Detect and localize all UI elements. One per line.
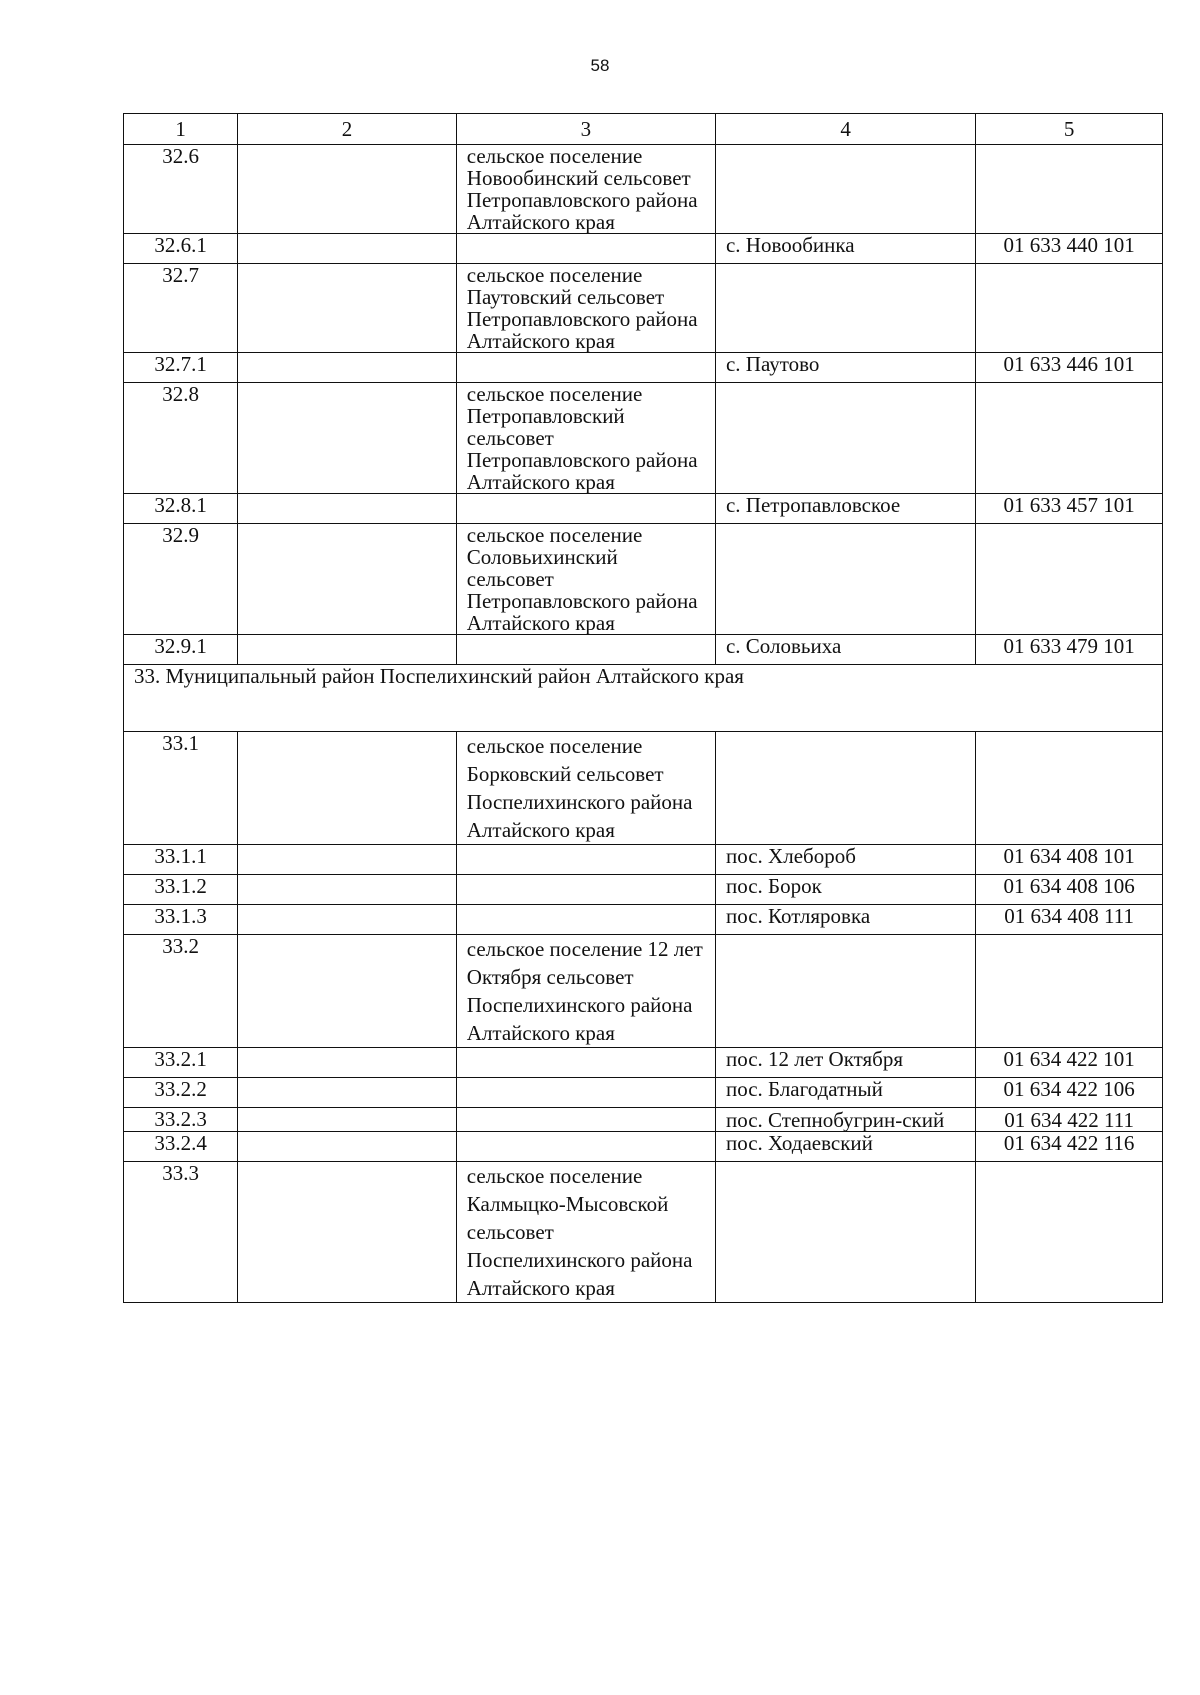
locality-name: с. Новообинка (715, 234, 975, 264)
table-header-row (124, 114, 1163, 145)
column-header: 1 (124, 114, 238, 145)
settlement-name: сельское поселение Новообинский сельсовет Петропавловского района Алтайского края (456, 145, 715, 234)
locality-name: с. Петропавловское (715, 494, 975, 524)
settlement-name: сельское поселение Калмыцко-Мысовской сельсовет Поспелихинского района Алтайского края (456, 1162, 715, 1303)
table-row (124, 845, 1163, 875)
table-row (124, 145, 1163, 234)
oktmo-code: 01 634 422 116 (976, 1132, 1163, 1162)
column-header: 3 (456, 114, 715, 145)
row-col2 (238, 494, 457, 524)
locality-name: пос. Хлебороб (715, 845, 975, 875)
row-col2 (238, 353, 457, 383)
column-header: 4 (715, 114, 975, 145)
oktmo-code (976, 264, 1163, 353)
settlement-name: сельское поселение Петропавловский сельсовет Петропавловского района Алтайского края (456, 383, 715, 494)
settlement-name (456, 905, 715, 935)
locality-name (715, 383, 975, 494)
table-row (124, 353, 1163, 383)
page-number: 58 (590, 56, 610, 75)
row-number: 33.2.4 (124, 1132, 238, 1162)
row-number: 32.6 (124, 145, 238, 234)
row-col2 (238, 875, 457, 905)
row-col2 (238, 1078, 457, 1108)
oktmo-code (976, 145, 1163, 234)
settlement-name: сельское поселение 12 лет Октября сельсовет Поспелихинского района Алтайского края (456, 935, 715, 1048)
column-header: 2 (238, 114, 457, 145)
locality-name: пос. Борок (715, 875, 975, 905)
row-col2 (238, 1048, 457, 1078)
oktmo-code (976, 935, 1163, 1048)
oktmo-code (976, 1162, 1163, 1303)
row-number: 33.2.1 (124, 1048, 238, 1078)
settlement-name: сельское поселение Борковский сельсовет Поспелихинского района Алтайского края (456, 732, 715, 845)
table-row (124, 383, 1163, 494)
locality-name: пос. Котляровка (715, 905, 975, 935)
table-row (124, 732, 1163, 845)
settlement-name (456, 635, 715, 665)
row-col2 (238, 1108, 457, 1132)
row-col2 (238, 1162, 457, 1303)
row-number: 33.2.2 (124, 1078, 238, 1108)
table-row (124, 875, 1163, 905)
settlement-name: сельское поселение Паутовский сельсовет Петропавловского района Алтайского края (456, 264, 715, 353)
row-number: 32.7 (124, 264, 238, 353)
oktmo-code: 01 633 440 101 (976, 234, 1163, 264)
locality-name (715, 732, 975, 845)
row-number: 32.7.1 (124, 353, 238, 383)
locality-name (715, 935, 975, 1048)
locality-name (715, 264, 975, 353)
oktmo-code: 01 633 446 101 (976, 353, 1163, 383)
section-row (124, 665, 1163, 732)
settlement-name: сельское поселение Соловьихинский сельсовет Петропавловского района Алтайского края (456, 524, 715, 635)
table-row (124, 234, 1163, 264)
oktmo-code: 01 633 479 101 (976, 635, 1163, 665)
table-row (124, 1048, 1163, 1078)
row-number: 33.1 (124, 732, 238, 845)
settlement-name (456, 234, 715, 264)
table-row (124, 1108, 1163, 1132)
row-col2 (238, 145, 457, 234)
row-col2 (238, 905, 457, 935)
settlement-name (456, 353, 715, 383)
table-row (124, 1078, 1163, 1108)
settlement-name (456, 1048, 715, 1078)
oktmo-code: 01 633 457 101 (976, 494, 1163, 524)
oktmo-code: 01 634 422 111 (976, 1108, 1163, 1132)
locality-name (715, 524, 975, 635)
row-col2 (238, 383, 457, 494)
column-header: 5 (976, 114, 1163, 145)
row-col2 (238, 845, 457, 875)
oktmo-code (976, 524, 1163, 635)
locality-name (715, 145, 975, 234)
row-number: 32.8.1 (124, 494, 238, 524)
row-number: 32.9 (124, 524, 238, 635)
oktmo-code: 01 634 408 111 (976, 905, 1163, 935)
settlements-table (123, 113, 1163, 1303)
table-row (124, 905, 1163, 935)
row-col2 (238, 264, 457, 353)
table-row (124, 264, 1163, 353)
row-number: 33.1.3 (124, 905, 238, 935)
locality-name: пос. 12 лет Октября (715, 1048, 975, 1078)
oktmo-code: 01 634 408 106 (976, 875, 1163, 905)
oktmo-code: 01 634 422 101 (976, 1048, 1163, 1078)
row-col2 (238, 732, 457, 845)
settlement-name (456, 1078, 715, 1108)
table-row (124, 524, 1163, 635)
table-row (124, 935, 1163, 1048)
locality-name: с. Соловьиха (715, 635, 975, 665)
row-number: 32.6.1 (124, 234, 238, 264)
row-number: 33.2 (124, 935, 238, 1048)
locality-name (715, 1162, 975, 1303)
oktmo-code (976, 383, 1163, 494)
row-number: 33.1.1 (124, 845, 238, 875)
locality-name: пос. Благодатный (715, 1078, 975, 1108)
locality-name: с. Паутово (715, 353, 975, 383)
settlement-name (456, 1108, 715, 1132)
row-col2 (238, 1132, 457, 1162)
row-number: 32.9.1 (124, 635, 238, 665)
settlement-name (456, 1132, 715, 1162)
settlement-name (456, 494, 715, 524)
settlement-name (456, 845, 715, 875)
row-col2 (238, 234, 457, 264)
oktmo-code: 01 634 422 106 (976, 1078, 1163, 1108)
row-col2 (238, 524, 457, 635)
table-row (124, 635, 1163, 665)
settlement-name (456, 875, 715, 905)
locality-name: пос. Ходаевский (715, 1132, 975, 1162)
oktmo-code (976, 732, 1163, 845)
row-col2 (238, 635, 457, 665)
table-row (124, 1132, 1163, 1162)
locality-name: пос. Степнобугрин-ский (715, 1108, 975, 1132)
row-number: 33.2.3 (124, 1108, 238, 1132)
table-row (124, 1162, 1163, 1303)
oktmo-code: 01 634 408 101 (976, 845, 1163, 875)
row-number: 32.8 (124, 383, 238, 494)
row-number: 33.3 (124, 1162, 238, 1303)
row-col2 (238, 935, 457, 1048)
section-title: 33. Муниципальный район Поспелихинский район Алтайского края (124, 665, 1163, 732)
table-row (124, 494, 1163, 524)
row-number: 33.1.2 (124, 875, 238, 905)
